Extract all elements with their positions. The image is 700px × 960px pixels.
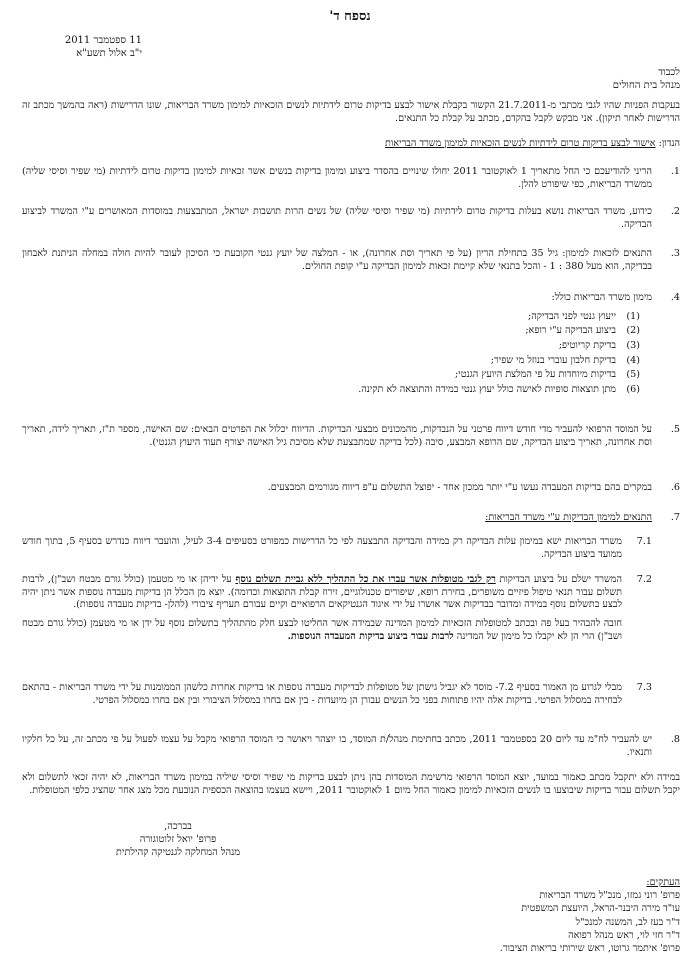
signature-position: מנהל המחלקה לגנטיקה קהילתית [115, 847, 241, 859]
signature-greeting: בברכה, [164, 821, 192, 832]
signature-name: פרופ' יואל זלוטוגורה [139, 834, 217, 846]
subsection-number: 7.2 [636, 574, 652, 585]
signature-block [68, 820, 288, 860]
section-text: יש להעביר לח"מ עד ליום 20 בספטמבר 2011, מכתב בחתימת מנהל/ת המוסד, בו יוצהר ויאושר כי המוסד הרפואי מקבל על עצמו לפעול על פי מכתב זה, על כל חלקיו ותנאיו. [22, 734, 652, 758]
addressee [480, 66, 680, 92]
section-7-1 [22, 536, 680, 561]
section-6 [22, 482, 680, 495]
section-3 [22, 248, 680, 273]
appendix-title: נספח ד' [329, 9, 371, 24]
section-text: כידוע, משרד הבריאות נושא בעלות בדיקות טרום לידתיות (מי שפיר וסיסי שליה) של נשים הרות תושבות ישראל, המתבצעות במוסדות המאושרים ע"י המשרד לביצוע הבדיקה. [22, 206, 652, 230]
section-number: 7. [670, 512, 680, 523]
subsection-number: 7.1 [636, 536, 652, 547]
list-item: (1)ייעוץ גנטי לפני הבדיקה; [528, 310, 640, 322]
section-text: במקרים בהם בדיקות המעבדה נעשו ע"י יותר ממכון אחד - יפוצל התשלום ע"פ דיווח מגורמים המבצעים. [267, 482, 652, 493]
date-gregorian: 11 ספטמבר 2011 [64, 35, 142, 46]
section-8 [22, 734, 680, 759]
section-5 [22, 424, 680, 449]
section-number: 1. [670, 166, 680, 177]
coverage-list [22, 311, 640, 397]
list-item: (6)מתן תוצאות סופיות לאישה כולל יעוץ גנטי במידה והתוצאה לא תקינה. [358, 383, 640, 395]
addressee-line1: לכבוד [658, 67, 680, 78]
list-item: (2)ביצוע הבדיקה ע"י רופא; [525, 325, 640, 337]
section-number: 8. [670, 734, 680, 745]
addressee-line2: מנהל בית החולים [612, 80, 680, 92]
section-number: 5. [670, 424, 680, 435]
subsection-text: משרד הבריאות ישא במימון עלות הבדיקה רק במידה והבדיקה התבצעה לפי כל הדרישות כמפורט בסעיפים 3-4 לעיל, והועבר דיווח כנדרש בסעיף 5, בתוך חודש ממועד ביצוע הבדיקה. [22, 536, 622, 560]
copy-recipient: עו"ד מירה היבנר-הראל, היועצת המשפטית [521, 903, 680, 915]
section-2 [22, 206, 680, 231]
copy-recipient: ד"ר חזי לוי, ראש מנהל רפואה [568, 929, 680, 941]
copy-recipient: פרופ' איתמר גרוטו, ראש שירותי בריאות הציבור. [499, 943, 680, 955]
section-number: 3. [670, 248, 680, 259]
intro-paragraph: בעקבות הפניות שהיו לגבי מכתבי מ-21.7.2011 הקשור בקבלת אישור לבצע בדיקות טרום לידתיות לנשים הזכאיות למימון משרד הבריאות, שונו הדרישות (ראה בהמשך מכתב זה הדרישות לאחר תיקון). אני מבקש לקבל בהקדם, מכתב על קבלת כל התנאים. [22, 100, 681, 124]
date-hebrew: י"ב אלול תשע"א [76, 48, 142, 60]
section-text: מימון משרד הבריאות כולל: [551, 292, 652, 303]
section-1 [22, 166, 680, 191]
list-item: (3)בדיקת קריוטיפ; [558, 339, 640, 351]
copies-heading: העתקים: [646, 877, 680, 888]
copy-recipient: פרופ' רוני גמזו, מנכ"ל משרד הבריאות [539, 890, 680, 902]
date-block [22, 34, 142, 60]
subject-line [22, 138, 680, 151]
section-number: 6. [670, 482, 680, 493]
section-number: 4. [670, 292, 680, 303]
section-number: 2. [670, 206, 680, 217]
emphasis-text: לרבות עבור ביצוע בדיקות המעבדה הנוספות. [287, 630, 454, 642]
list-item: (4)בדיקת חלבון עוברי בנוזל מי שפיר; [490, 354, 640, 366]
subject-label: הנדון: [658, 138, 680, 149]
emphasis-text: רק לגבי מטופלות אשר עברו את כל התהליך ללא גביית תשלום נוסף [235, 574, 496, 585]
copies-block [260, 876, 680, 955]
list-item: (5)בדיקות מיוחדות על פי המלצת היועץ הגנטי; [454, 369, 640, 381]
section-4 [22, 292, 680, 399]
subsection-number: 7.3 [636, 682, 652, 693]
subsection-note: חובה להבהיר בעל פה ובכתב למטופלות הזכאיות למימון המדינה שבמידה אשר החליטו לבצע חלק מהתהליך בתשלום נוסף על ידן או מי מטעמן (כולל גורם מבטח ושב"ן) הרי הן לא יקבלו כל מימון של המדינה לרבות עבור ביצוע בדיקות המעבדה הנוספות. [22, 617, 622, 642]
subject-text: אישור לבצע בדיקות טרום לידתיות לנשים הזכאיות למימון משרד הבריאות [384, 138, 656, 149]
section-7 [22, 512, 680, 525]
section-text: הריני להודיעכם כי החל מתאריך 1 לאוקטובר 2011 יחולו שינויים בהסדר ביצוע ומימון בדיקות בנשים אשר זכאיות למימון בדיקות טרום לידתיות (מי שפיר וסיסי שליה) ממשרד הבריאות, כפי שיפורט להלן. [22, 166, 652, 190]
section-text: על המוסד הרפואי להעביר מדי חודש דיווח פרטני על הנבדקות, מהמכונים מבצעי הבדיקות. הדיווח יכלול את הפרטים הבאים: שם האישה, מספר ת"ז, תאריך לידה, תאריך וסת אחרונה, תאריך ביצוע הבדיקה, שם הרופא המבצע, סיבה (לכל בדיקה שמתבצעת שלא מסיבת גיל האישה יצורף תעוד היעוץ הגנטי). [22, 424, 652, 448]
subsection-text: מבלי לגרוע מן האמור בסעיף 7.2- מוסד לא יגביל גישתן של מטופלות לבדיקות מעבדה נוספות או בדיקות אחרות כלשהן הממומנות על ידי משרד הבריאות - בהתאם לבחירה במסלול הפרטי. בדיקות אלה יהיו פתוחות בפני כל הנשים עבורן הן מיועדות - בין אם בחרו במסלול הציבורי ובין אם בחרו במסלול הפרטי. [22, 682, 622, 706]
section-heading: התנאים למימון הבדיקות ע"י משרד הבריאות: [485, 512, 652, 523]
closing-paragraph: במידה ולא יתקבל מכתב כאמור במועד, יוצא המוסד הרפואי מרשימת המוסדות בהן ניתן לבצע בדיקות מי שפיר וסיסי שיליה במימון משרד הבריאות, לא יהיה זכאי לתשלום ולא יקבל תשלום עבור בדיקות שיבוצעו בו לנשים הזכאיות למימון כאמור החל מיום 1 לאוקטובר 2011, ויישא בעצמו בהוצאה הכספית הנובעת מכל מצג אחר שהציג כלפי המטופלות. [22, 772, 680, 796]
subsection-text: המשרד ישלם על ביצוע הבדיקות רק לגבי מטופלות אשר עברו את כל התהליך ללא גביית תשלום נוסף על ידיהן או מי מטעמן (כולל גורם מבטח ושב"ן), לרבות תשלום עבור תנאי טיפול פיזיים משופרים, בחירת רופא, שיפורים טכנולוגיים, זירוז קבלת התוצאות וכדומה). יוצא מן הכלל הן בדיקות מעבדה נוספות אשר ניתן יהיה לבצע בתשלום נוסף במידה ומדובר בבדיקות אשר אושרו על ידי איגוד הגנטיקאים הרפואיים וקיים עבורם תעריף ציבורי (להלן- בדיקות מעבדה נוספות). [22, 574, 622, 611]
section-7-3 [22, 682, 680, 707]
section-7-2 [22, 574, 680, 643]
copy-recipient: ד"ר בעז לב, המשנה למנכ"ל [575, 916, 680, 928]
section-text: התנאים לזכאות למימון: גיל 35 בתחילת הריון (על פי תאריך וסת אחרונה), או - המלצה של יועץ גנטי הקובעת כי הסיכון לעובר להיות חולה במחלה הניתנת לאבחון בבדיקה, הוא מעל 380 : 1 - והכל בתנאי שלא קיימת זכאות למימון הבדיקה ע"י קופת החולים. [22, 248, 652, 272]
